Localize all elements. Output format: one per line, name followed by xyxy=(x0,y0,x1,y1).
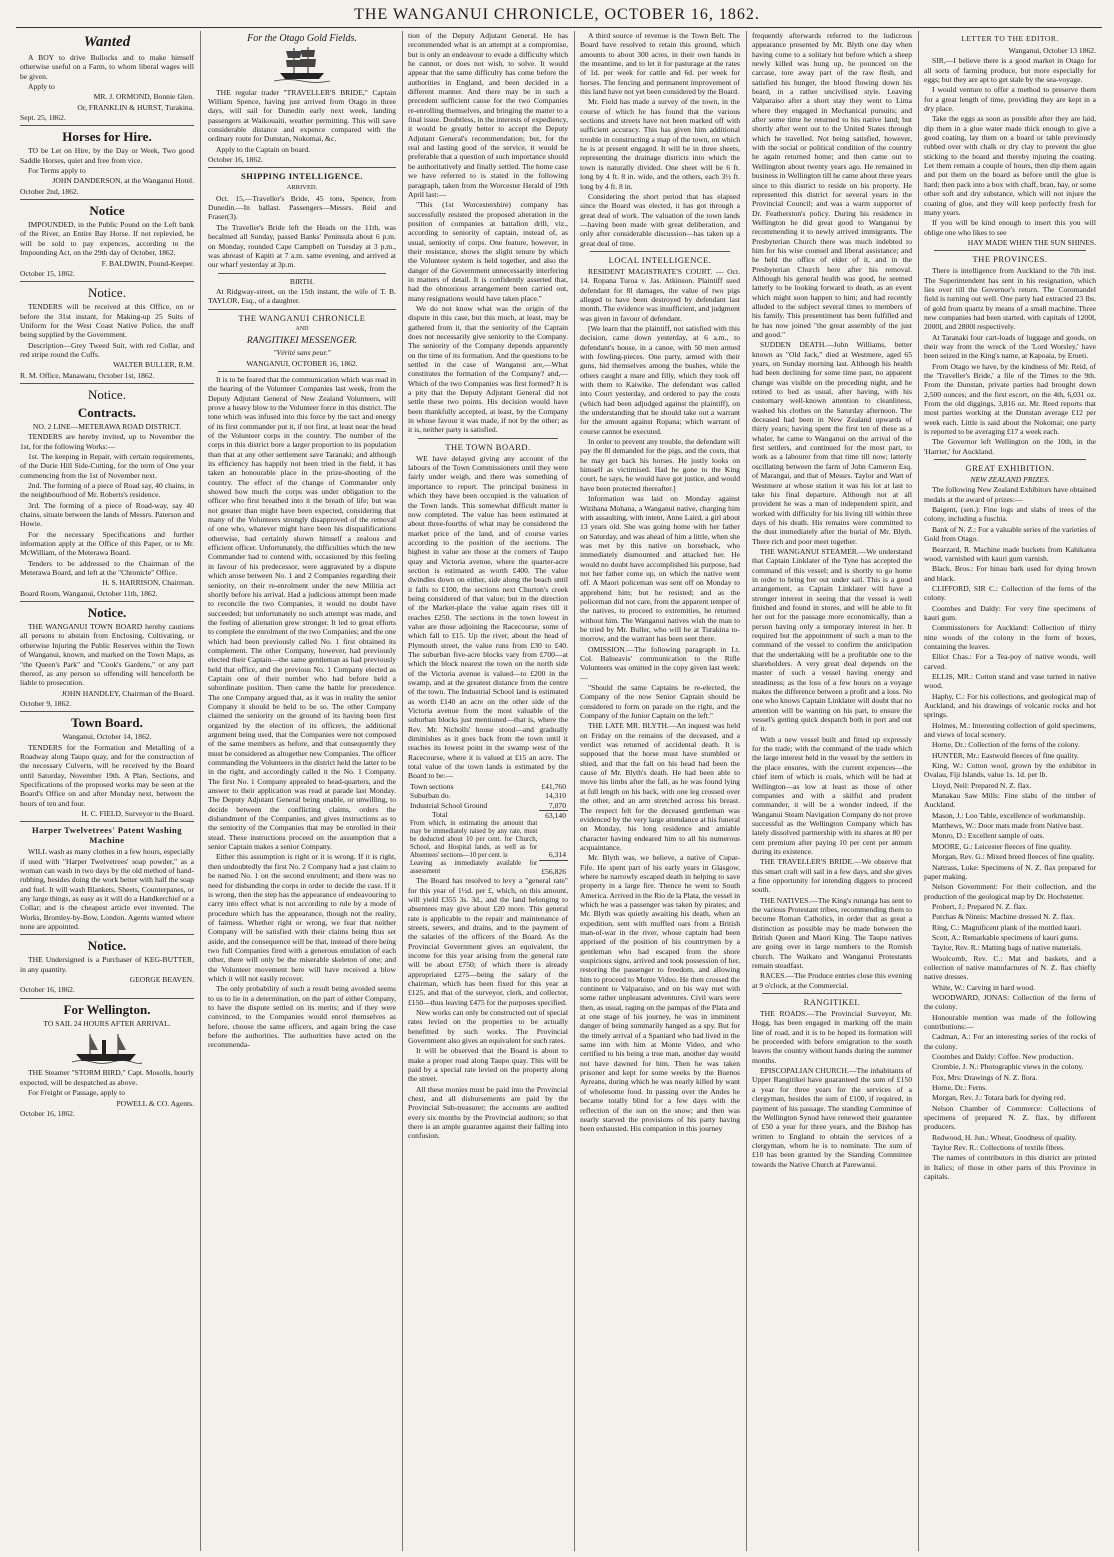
column-divider xyxy=(402,31,403,1551)
news-text: Information was laid on Monday against Witihana Mohana, a Wanganui native, charging him with assaulting, with intent, Anne Laird, a girl about 13 years old. She was going home with her father on Saturday, and was ahead of him a little, when she was met by this native on horseback, who immediately dismounted and attacked her. He would no doubt have accomplished his purpose, had not her father come up, on which the native went off. A Maori policeman was sent off on Monday to apprehend him; but he resisted; and as the policeman did not care, from the apparent temper of the natives, to proceed to extremities, he returned without him. The Wanganui natives wish the man to be tried by Mr. Buller, who will be at Turakina to-morrow, and the warrant has been sent there. xyxy=(580,494,740,644)
valuation-label: Industrial School Ground xyxy=(410,800,488,810)
valuation-value: £56,826 xyxy=(539,860,568,876)
valuation-row xyxy=(408,860,568,876)
sailing-ship-illustration xyxy=(208,45,396,85)
list-item: Nelson Chamber of Commerce: Collections of specimens of prepared N. Z. flax, by different producers. xyxy=(924,1103,1096,1132)
news-text: THE LATE MR. BLYTH.—An inquest was held on Friday on the remains of the deceased, and a verdict was returned of accidental death. It is supposed that the horse must have stumbled or shied, and that the fall on his head had been the cause of Mr. Blyth's death. He had been able to move his limbs after the fall, as he was found lying at full length on his back, with one leg crossed over the other, and an arm stretched across his breast. The respect felt for the deceased gentleman was evidenced by the very large attendance at his funeral on Monday, his long residence and amiable character having endeared him to all his numerous acquaintance. xyxy=(580,721,740,852)
valuation-row xyxy=(408,782,568,791)
news-text: New works can only be constructed out of special rates levied on the properties to be actually benefitted by such works. The Provincial Government also gives an equivalent for such rates. xyxy=(408,1008,568,1046)
news-text: THE NATIVES.—The King's runanga has sent to the various Protestant tribes, recommending them to become Roman Catholics, in order that as great a distinction as possible may be made between the British Queen and Maori King. The Taupo natives are going over in large numbers to the Romish church. The Waikato and Wanganui Protestants remain steadfast. xyxy=(752,895,912,971)
ad-text: THE Steamer "STORM BIRD," Capt. Mosolls, hourly expected, will be despatched as above. xyxy=(20,1068,194,1087)
news-text: THE ROADS.—The Provincial Surveyor, Mr. Hogg, has been engaged in marking off the main line of road, and it is to be hoped its formation will be proceeded with before emigration to the south leaves the country without hands during the summer months. xyxy=(752,1009,912,1065)
section-heading-exhibition: GREAT EXHIBITION. xyxy=(965,463,1055,474)
ad-text: WILL wash as many clothes in a few hours, especially if used with "Harper Twelvetrees' soap powder," as a woman can wash in two days by the old method of hand-rubbing, besides doing the work better with half the soap and fuel. It will wash Blankets, Sheets, Counterpanes, or any large things, as easy as it will do a Handkerchief or a Collar; and is the cheapest article ever invented. The Works, Bromley-by-Bow, London. Agents wanted where none are appointed. xyxy=(20,847,194,932)
ad-heading-notice: Notice. xyxy=(88,386,126,402)
prize-list xyxy=(924,505,1096,1012)
news-text: Considering the short period that has elapsed since the Board was elected, it has got through a great deal of work. The valuation of the town lands—having been made with great deliberation, and only after considerable discussion—has taken up a great deal of time. xyxy=(580,191,740,248)
list-item: Ring, C.: Magnificent plank of the mottled kauri. xyxy=(932,922,1082,932)
news-text: A third source of revenue is the Town Belt. The Board have resolved to retain this ground, which amounts to about 300 acres, in their own hands in the meantime, and to let it for pasturage at the rates of 1d. per week for cattle and 6d. per week for horses. The fencing and permanent improvement of this land have not yet been considered by the Board. xyxy=(580,31,740,97)
list-item: CLIFFORD, SIR C.: Collection of the ferns of the colony. xyxy=(924,583,1096,603)
ad-date: Wanganui, October 14, 1862. xyxy=(62,732,152,742)
valuation-label: Total xyxy=(432,810,448,820)
news-text: RACES.—The Produce entries close this evening at 9 o'clock, at the Commercial. xyxy=(752,971,912,990)
list-item: Cadman, A.: For an interesting series of the rocks of the colony. xyxy=(924,1032,1096,1051)
ad-text: TO be Let on Hire, by the Day or Week, Two good Saddle Horses, quiet and free from vice. xyxy=(20,146,194,165)
ad-text: TENDERS will be received at this Office, on or before the 31st instant, for Making-up 25 Suits of Uniform for the West Coast Native Police, the stuff being supplied by the Government. xyxy=(20,302,194,340)
valuation-value: 63,140 xyxy=(539,810,568,820)
ad-heading-horses: Horses for Hire. xyxy=(62,129,152,145)
section-heading-birth: BIRTH. xyxy=(289,276,315,286)
ad-text: Or, FRANKLIN & HURST, Turakina. xyxy=(77,102,194,112)
editorial-text: The only probability of such a result being avoided seems to us to lie in a determination, on the part of either Company, to have the dispute settled on its merits; and if they were convinced, to the Companies would enrol themselves as before, choose the same officers, and again bring the case before the authorities. The authorities have acted on the recommenda- xyxy=(208,984,396,1050)
list-item: Bank of N. Z.: For a valuable series of the varieties of Gold from Otago. xyxy=(924,524,1096,544)
ad-date: October 16, 1862. xyxy=(20,985,75,995)
ad-text: 3rd. The forming of a piece of Road-way, say 40 chains, situate between the lands of Messrs. Paterson and Howie. xyxy=(20,500,194,529)
ad-text: A BOY to drive Bullocks and to make himself otherwise useful on a Farm, to whom liberal wages will be given. xyxy=(20,53,194,81)
section-divider xyxy=(208,309,396,310)
ad-divider xyxy=(20,601,194,602)
ad-text: Description—Grey Tweed Suit, with red Collar, and red stripe round the Cuffs. xyxy=(20,340,194,359)
list-item: Bearzard, R. Machine made buckets from Kahikatea wood, varnished with kauri gum varnish. xyxy=(924,544,1096,563)
section-divider xyxy=(218,371,386,372)
letter-text: I would venture to offer a method to preserve them for a great length of time, providing they are kept in a dry place. xyxy=(924,85,1096,114)
list-item: Fox, Mrs: Drawings of N. Z. flora. xyxy=(932,1072,1038,1082)
ad-divider xyxy=(20,711,194,712)
ad-heading-town-board: Town Board. xyxy=(71,715,143,731)
list-item: Matthews, W.: Door mats made from Native bast. xyxy=(932,821,1084,831)
valuation-label: Leaving as immediately available for assessment xyxy=(410,860,538,876)
valuation-value: 7,070 xyxy=(548,800,566,810)
news-text: With a new vessel built and fitted up expressly for the trade; with the command of the trade which the large interest held in the vessel by the settlers in the place ensures, with the current expences—the chief item of which is coals, which will be had at Wellington—as low at least as those of other companies and with a skilful and prudent commander, it will be a wonder indeed, if the Wanganui Steam Navigation Company do not prove successful as the Wellington Company which has lately dissolved partnership with its shares at 80 per cent premium after paying 10 per cent per annum during its existence. xyxy=(752,734,912,856)
section-divider xyxy=(418,438,558,439)
column-divider xyxy=(746,31,747,1551)
list-item: MOORE, G.: Leicester fleeces of fine quality. xyxy=(932,841,1072,851)
editorial-text: We do not know what was the origin of the dispute in this case, but this much, at least, may be gathered from it, that the seniority of the Captain does not necessarily give seniority to the Company. The seniority of the Company depends apparently on the time of its formation. And the questions to be settled in the case of Wanganui are,—What constitutes the formation of the Company? and,—Which of the two Companies was first formed? It is a pity that the Deputy Adjutant General did not settle these two points. His decision would have been thankfully accepted, at least, by the Company in whose favour it was made, if not by the other; as it is, neither party is satisfied. xyxy=(408,303,568,435)
news-text: Oct. 15,—Traveller's Bride, 45 tons, Spence, from Dunedin.—In ballast. Passengers—Messrs. Reid and Fraser(3). xyxy=(208,193,396,222)
letter-signature: HAY MADE WHEN THE SUN SHINES. xyxy=(967,237,1096,247)
paper-dateline: WANGANUI, OCTOBER 16, 1862. xyxy=(246,358,358,368)
news-text: The Traveller's Bride left the Heads on the 11th, was becalmed all Sunday, passed Banks' Peninsula about 6 p.m. on Monday, rounded Cape Campbell on Tuesday at 3 p.m., was abreast of Kapiti at 7 a.m. same evening, and arrived at our wharf yesterday at 3p.m. xyxy=(208,222,396,270)
list-item: White, W.: Carving in hard wood. xyxy=(932,982,1035,992)
list-item: Purchas & Ninnis: Machine dressed N. Z. flax. xyxy=(932,912,1075,922)
ad-divider xyxy=(20,998,194,999)
section-divider xyxy=(208,167,396,168)
list-item: Black, Bros.: For hinau bark used for dying brown and black. xyxy=(924,564,1096,583)
news-text: Mr. Field has made a survey of the town, in the course of which he has found that the various sections and streets have not been marked off with sufficient accuracy. This has given him additional trouble in constructing a map of the town, on which he is at present engaged. It will be in three sheets, representing the drainage districts into which the town is naturally divided. One sheet will be 6 ft. long by 4 ft. 8 in. wide, and the others, each 3½ ft. long by 4 ft. 8 in. xyxy=(580,97,740,191)
list-item: Manakau Saw Mills: Fine slabs of the timber of Auckland. xyxy=(924,791,1096,810)
valuation-value: 6,314 xyxy=(548,850,566,860)
section-heading-provinces: THE PROVINCES. xyxy=(972,254,1048,265)
ad-heading-notice: Notice xyxy=(89,203,125,219)
ad-date: October 2nd, 1862. xyxy=(20,186,79,196)
list-item: HUNTER, Mr.: Eastwold fleeces of fine quality. xyxy=(932,750,1079,760)
ad-text: THE regular trader "TRAVELLER'S BRIDE," Captain William Spence, having just arrived from Otago in three days, will sail for Dunedin early next week, landing passengers at Waikouaiti, weather permitting. This will save considerable distance and expence compared with the ordinary route for Dunstan, Nokomai, &c. xyxy=(208,87,396,144)
list-item: King, W.: Cotton wool, grown by the exhibitor in Ovalau, Fiji Islands, value 1s. 1d. per lb. xyxy=(924,761,1096,780)
paper-name-and: AND xyxy=(295,325,309,332)
letter-text: Take the eggs as soon as possible after they are laid, dip them in a glue water made thick enough to give a good coating, lay them on a board or table previously rubbed over with chalk or dry clay to prevent the glue sticking to the board and thereby injuring the coating. Let them remain a couple of hours, then dip them again and put them on the board as before until the glue is hard; then pack into a box with chaff, bran, hay, or some other soft and dry substance, which will not injure the coating of glue, and they will keep perfectly fresh for many years. xyxy=(924,114,1096,217)
list-item: Taylor Rev. R.: Collections of textile fibres. xyxy=(932,1143,1065,1153)
ad-heading-notice: Notice. xyxy=(87,938,127,954)
list-item: Nattrass, Luke: Specimens of N. Z. flax prepared for paper making. xyxy=(924,862,1096,881)
editorial-text: "This (1st Worcestershire) company has successfully resisted the proposed alteration in the position of companies at battalion drill, viz., according to seniority of captain, instead of, as usual, seniority of corps. One feature, however, in their resistance, shows the slight tenure by which the Volunteer system is held together, and also the danger of the Government unnecessarily interfering in matters of detail. It is confidently asserted that, had the obnoxious arrangement been carried out, many resignations would have taken place." xyxy=(408,200,568,303)
news-text: THE TRAVELLER'S BRIDE.—We observe that this smart craft will sail in a few days, and she gives a fine opportunity for intending diggers to proceed south. xyxy=(752,857,912,895)
news-text: At Ridgway-street, on the 15th instant, the wife of T. B. TAYLOR, Esq., of a daughter. xyxy=(208,286,396,306)
valuation-row xyxy=(408,801,568,811)
masthead: THE WANGANUI CHRONICLE, OCTOBER 16, 1862. xyxy=(354,6,760,23)
ad-text: 2nd. The forming of a piece of Road say, 40 chains, in the neighbourhood of Mr. Roberts's residence. xyxy=(20,481,194,500)
news-text: From Otago we have, by the kindness of Mr. Reid, of the 'Traveller's Bride,' a file of the Times to the 9th. From the Dunstan, private parties had brought down 2,500 ounces; and the first escort, on the 4th, 6,031 oz. From the old diggings, 3,816 oz. Mr. Reed reports that most parties working at the Dunstan average £12 per week each. Little is said about the Nokomai; one party is reported to be averaging £17 a week each. xyxy=(924,361,1096,437)
valuation-label: Town sections xyxy=(410,781,454,791)
news-text: SUDDEN DEATH.—John Williams, better known as "Old Jack," died at Westmere, aged 65 years, on Sunday morning last. Although his health had been declining for some time past, no apparent change was visible on the preceding night, and he retired to bed as usual, after having, with his customary well-known attention to cleanliness, washed his clothes on the Saturday afternoon. The deceased had been in New Zealand upwards of thirty years; having spent the first ten of these as a whaler, he came to Wanganui on the arrival of the first settlers, and continued for the most part, to work as a labourer from that time till now; latterly oscillating between the farm of John Cameron Esq. of Marangai, and that of Messrs. Taylor and Watt of Westmere at whose station it was his lot at last to take his final departure. Although not at all provident he was a man of independent spirit, and worked with difficulty for his living till within three days of his death. His remains were committed to the dust immediately after the burial of Mr. Blyth. There rich and poor meet together. xyxy=(752,340,912,546)
section-heading-local: LOCAL INTELLIGENCE. xyxy=(608,254,712,265)
list-item: Elliot Chas.: For a Tea-poy of native woods, well carved. xyxy=(924,652,1096,671)
list-item: Redwood, H. Jun.: Wheat, Goodness of quality. xyxy=(932,1132,1077,1142)
valuation-row xyxy=(408,791,568,800)
ad-date: October 15, 1862. xyxy=(20,268,75,278)
column-divider xyxy=(200,31,201,1551)
list-item: Morgan, Rev. G.: Mixed breed fleeces of fine quality. xyxy=(932,852,1095,862)
valuation-total-row xyxy=(408,810,568,820)
editorial-text: Either this assumption is right or it is wrong. If it is right, then undoubtedly the first No. 2 Company had a just claim to be named No. 1 on the second enrolment; and there was no need for disbanding the corps in order to decide the case. If it is wrong, then the step has the appearance of endeavouring to carry into effect what is not according to rule by a mode of procedure which has the appearance, though not the reality, of fairness. Whether right or wrong, we fear that neither Company will be satisfied with their claims being thus set aside, and the consequence will be that, instead of there being two full Companies fired with a generous emulation of each other, there will only be the miserable skeleton of one; and the Volunteer movement here will have received a blow which it will not easily recover. xyxy=(208,852,396,983)
news-text: RESIDENT MAGISTRATE'S COURT. — Oct. 14. Ropana Turoa v. Jas. Atkinson. Plaintiff sued defendant for 8l damages, the value of two pigs alleged to have been destroyed by defendant last month. The evidence was insufficient, and judgment was given in favour of defendant. xyxy=(580,266,740,323)
list-item: Horne, Dr.: Ferns. xyxy=(932,1083,988,1093)
ad-text: POWELL & CO. Agents. xyxy=(116,1098,194,1108)
column-local-intelligence xyxy=(580,31,740,1551)
list-item: Mason, J.: Loo Table, excellence of workmanship. xyxy=(932,810,1086,820)
list-item: Monro, D.: Excellent sample of oats. xyxy=(932,831,1045,841)
news-text: OMISSION.—The following paragraph in Lt. Col. Balneavis' communication to the Rifle Volunteers was omitted in the copy given last week:— xyxy=(580,644,740,682)
editorial-text: It is to be feared that the communication which was read in the hearing of the Volunteer Companies last week, from the Deputy Adjutant General of New Zealand Volunteers, will prove a heavy blow to the Volunteer force in this district. The tone which was infused into this force by the tact and energy of its first commander put it, if not first, at least near the head of the Volunteer corps in the country. The number of the corps in this district bore a larger proportion to its population than that at any other settlement save Taranaki; and although its efficiency has happily not been tried in the field, it has taken an honourable place in the prize-shooting of the country. The effect of the change of Commander only showed how much the corps was under obligation to the officer who first breathed into it the breath of life; but was not greater than might have been expected, considering that many of the Volunteers strongly disapproved of the removal of one who, whatever might have been his disqualifications otherwise, had certainly shown himself a zealous and efficient officer. Unfortunately, the difficulties which the new Commander had to contend with, occasioned by this feeling in favour of his predecessor, were aggravated by a dispute which arose between No. 1 and 2 Companies regarding their seniority, on their re-enrolment under the new Militia act shortly before his arrival. Had a judicious attempt been made to reconcile the two Companies, it would no doubt have succeeded; but unfortunately no such attempt was made, and the feeling of alienation grew stronger. It led to great efforts to complete the enrolment of the two Companies; and the one which had been previously called No. 1 first obtained its complement. The other Company, however, had previously elected their Captain—the same gentleman as had previously held that office, and the previous No. 1 Company elected as Captain one of their number who had before held a subordinate position. Then came the battle for precedence. The one Company argued that, as it was in reality the senior Company it should be held to be so. The other Company claimed the seniority on the ground of its having been first organized by the election of its officers, the additional argument being used, that the Companies were not composed of the same members as before, and that consequently they must be considered as altogether new Companies. The officer commanding the Volunteers in the district held the latter to be in the right, and accordingly called it the No. 1 Company. The first No. 1 Company appealed to head-quarters, and the answer to their application was read at parade last Monday. The Deputy Adjutant General being unable, or unwilling, to decide between the conflicting claims, orders the disbandment of the Companies, and gives instructions as to the seniority of the Companies that may be enrolled in their stead. These instructions proceed on the assumption that a senior Captain makes a senior Company. xyxy=(208,374,396,852)
ad-text: H. C. FIELD, Surveyor to the Board. xyxy=(81,808,194,818)
letter-text: If you will be kind enough to insert this you will oblige one who likes to see xyxy=(924,218,1096,237)
list-item: Commissioners for Auckland: Collection of thirty nine woods of the colony in the form of boxes, containing the leaves. xyxy=(924,623,1096,651)
ad-date: Board Room, Wanganui, October 11th, 1862. xyxy=(20,588,158,598)
valuation-value: £41,760 xyxy=(541,781,566,791)
ad-text: Apply to the Captain on board. xyxy=(216,144,311,154)
ad-text: TENDERS are hereby invited, up to November the 1st, for the following Works:— xyxy=(20,432,194,451)
ad-text: F. BALDWIN, Pound-Keeper. xyxy=(101,258,194,268)
list-item: ELLIS, MR.: Cotton stand and vase turned in native wood. xyxy=(924,671,1096,691)
ad-text: 1st. The keeping in Repair, with certain requirements, of the Durie Hill Side-Cutting, for the term of One year commencing from the 1st of November next. xyxy=(20,451,194,480)
ad-text: GEORGE BEAVEN. xyxy=(129,975,194,985)
ad-text: Apply to xyxy=(28,82,55,92)
ad-date: October 16, 1862. xyxy=(20,1108,75,1118)
news-text: In order to prevent any trouble, the defendant will pay the 8l demanded for the pigs, and the costs, that he may get back his horses. He justly looks on himself as victimised. Had he gone to the King court, he says, he would have got justice, and would have been protected thereafter.] xyxy=(580,437,740,493)
column-divider xyxy=(574,31,575,1551)
letter-date: Wanganui, October 13 1862. xyxy=(1008,46,1096,55)
ad-text: THE Undersigned is a Purchaser of KEG-BUTTER, in any quantity. xyxy=(20,955,194,974)
news-text: "Should the same Captains be re-elected, the Company of the now Senior Captain should be considered to form on parade on the right, and the Company of the Junior Captain on the left." xyxy=(580,683,740,721)
news-text: At Taranaki four cart-loads of luggage and goods, on their way from the wreck of the 'Lord Worsley,' have been seized in the King's name, at Kapoaia, by Erueti. xyxy=(924,332,1096,361)
valuation-label: Suburban do. xyxy=(410,791,451,801)
section-subheading: NEW ZEALAND PRIZES. xyxy=(970,475,1050,485)
column-town-board xyxy=(408,31,568,1551)
list-item: Baigent, (sen.): Fine logs and slabs of trees of the colony, including a fuschia. xyxy=(924,505,1096,524)
section-divider xyxy=(762,993,902,994)
ad-heading-contracts: Contracts. xyxy=(77,404,137,420)
ad-text: For Terms apply to xyxy=(28,166,86,176)
news-text: THE WANGANUI STEAMER.—We understand that Captain Linklater of the Tyne has accepted the command of this vessel; and is shortly to go home in order to bring her out under sail. This is a good arrangement, as Captain Linklater will have a stronger interest in seeing that the vessel is well finished and found in stores, and will be able to fit her out for the passage more economically, than a person having only a temporary interest in her. It required but the appointment of such a man to the command of the vessel to confirm the anticipation that the undertaking will be a profitable one to the shareholders. A very great deal depends on the master of such a vessel having energy and steadiness; as the loss of a few hours on a voyage makes the difference between a profit and a loss. No one who knows Captain Linklater will doubt that no attention will be wanting on his part, to ensure the vessel's getting quick despatch both in port and out of it. xyxy=(752,546,912,734)
section-divider xyxy=(590,251,730,252)
editorial-text: tion of the Deputy Adjutant General. He has recommended what is an attempt at a compromise, but is only an endeavour to evade a difficulty which he cannot, or does not wish, to solve. It would appear that the same difficulty has come before the authorities in England, and been decided in a different manner. And there may be in such a precedent sufficient cause for the two Companies re-enrolling themselves, and bringing the matter to a final issue. Doubtless, in the interests of expediency, it would be greatly better to accept the Deputy Adjutant General's recommendation; but, for the real and lasting good of the service, it would be preferable that a question of such importance should be authoritatively and finally settled. The home case we have referred to is stated in the following paragraph, taken from the Worcester Herald of 19th April last:— xyxy=(408,31,568,199)
list-item: Crombie, J. N.: Photographic views in the colony. xyxy=(932,1062,1084,1072)
list-item: Lloyd, Neil: Prepared N. Z. flax. xyxy=(932,780,1032,790)
section-heading-town-board: THE TOWN BOARD. xyxy=(445,441,531,452)
news-text: EPISCOPALIAN CHURCH.—The inhabitants of Upper Rangitikei have guaranteed the sum of £150 a year for three years for the services of a clergyman, besides the sum of £100, if required, in payment of his passage. The standing Committee of the Wellington Synod have renewed their guarantee of £50 a year for three years, and the Bishop has written to England to obtain the services of a clergyman, whom he is to nominate. The sum of £10 has been granted by the Standing Committee towards the Native Church at Parewanui. xyxy=(752,1066,912,1169)
ad-text: For Freight or Passage, apply to xyxy=(28,1088,126,1098)
news-text: All these monies must be paid into the Provincial chest, and all disbursements are paid by the Provincial Sub-treasurer; the accounts are audited every six months by the Provincial auditors; so that there is an ample guarantee against their falling into confusion. xyxy=(408,1084,568,1141)
ad-date: R. M. Office, Manawatu, October 1st, 1862. xyxy=(20,370,155,380)
ad-heading-wanted: Wanted xyxy=(83,34,131,50)
ad-text: Tenders to be addressed to the Chairman of the Meterawa Board, and left at the "Chronicle" Office. xyxy=(20,558,194,578)
list-item: Scott, A.: Remarkable specimens of kauri gums. xyxy=(932,932,1079,942)
news-text: The Governor left Wellington on the 10th, in the 'Harrier,' for Auckland. xyxy=(924,437,1096,456)
list-item: Coombes and Daldy: For very fine specimens of kauri gum. xyxy=(924,603,1096,622)
ad-text: IMPOUNDED, in the Public Pound on the Left bank of the River, an Entire Bay Horse. If not replevied, he will be sold to pay expences, according to the Impounding Act, on the 29th day of October, 1862. xyxy=(20,220,194,258)
list-item: Taylor, Rev. R.: Matting bags of native materials. xyxy=(932,943,1082,953)
ad-heading-harper: Harper Twelvetrees' Patent Washing Machine xyxy=(31,825,183,846)
letter-text: SIR,—I believe there is a good market in Otago for all sorts of farming produce, but more especially for eggs; but they are apt to get stale by the sea-voyage. xyxy=(924,56,1096,85)
section-subheading: ARRIVED. xyxy=(286,184,318,192)
news-text: There is intelligence from Auckland to the 7th inst. The Superintendent has sent in his resignation, which lies over till the Governor's return. The Coromandel field is turning out well. One party had extracted 23 lbs. of gold from quartz by means of a small machine. Three new companies had been started, with capitals of 1200l, 2000l, and 2800l respectively. xyxy=(924,266,1096,332)
section-divider xyxy=(934,459,1086,460)
ad-divider xyxy=(20,934,194,935)
list-item: Haphy, C.: For his collections, and geological map of Auckland, and his drawings of volcanic rocks and hot springs. xyxy=(924,691,1096,720)
list-item: Coombes and Daldy: Coffee. New production. xyxy=(932,1052,1074,1062)
ad-heading-notice: Notice. xyxy=(87,605,127,621)
ad-subheading: TO SAIL 24 HOURS AFTER ARRIVAL. xyxy=(43,1018,171,1028)
column-local-continued xyxy=(752,31,912,1551)
news-text: WE have delayed giving any account of the labours of the Town Commissioners until they were fairly under weigh, and there was something of importance to report. The principal business in which they have been occupied is the valuation of the Town lands. This somewhat difficult matter is now completed. The value has been estimated at about three-fourths of what may be considered the market price of the land, and of course varies according to the position of the sections. The highest in value are those at the corners of Taupo quay and Victoria avenue, where the quarter-acre section is estimated as worth £400. The value dwindles down on either, side along the beach until it falls to £100, the sections next Churton's creek being considered of that value; but in the direction of the Market-place the value again rises till it reaches £250. The sections in the town lowest in value are those adjoining the Racecourse, some of which fall to £15. Up the river, about the head of Plymouth street, the value runs from £30 to £40. The suburban five-acre blocks vary from £700—at which the block nearest the town on the north side of the Victoria avenue is valued—to £200 in the swamp, and at the greatest distance from the centre of the town. The Industrial School land is estimated as worth £140 an acre on the other side of the Victoria avenue from the most valuable of the suburban blocks just mentioned—that is, where the Rev. Mr. Nicholls' house stood—and gradually diminishes as it goes back from the town until it reaches its lowest point in the swamp west of the Racecourse, where it is valued at £15 an acre. The total value of the town lands is estimated by the Board to be:— xyxy=(408,453,568,781)
ad-date: Sept. 25, 1862. xyxy=(20,113,66,123)
ad-text: JOHN HANDLEY, Chairman of the Board. xyxy=(61,688,194,698)
column-divider xyxy=(918,31,919,1551)
ad-text: H. S. HARRISON, Chairman. xyxy=(102,578,194,588)
list-item: Woolcomb, Rev. C.: Mat and baskets, and a collection of native manufactures of N. Z. flax chiefly native dresses. xyxy=(924,953,1096,982)
news-text: The Board has resolved to levy a "general rate" for this year of 1½d. per £, which, on this amount, will yield £355 3s. 3d., and the land belonging to absentees may give about £20 more. This general rate is applicable to the repair and maintenance of streets, sewers, and drains, and to the payment of the salaries of the officers of the Board. As the Provincial Government gives an equivalent, the income for this year arising from the general rate will be about £750; of which there is already appropriated £275—being the salary of the chairman, which has been fixed for this year at £125, and that of the surveyor, clerk, and collector, £150—thus leaving £475 for the purposes specified. xyxy=(408,876,568,1007)
ad-divider xyxy=(20,125,194,126)
section-heading-rangitikei: RANGITIKEI. xyxy=(803,997,861,1008)
ad-text: MR. J. ORMOND, Bonnie Glen. xyxy=(93,92,194,102)
ad-divider xyxy=(20,199,194,200)
section-divider xyxy=(218,273,386,274)
valuation-value: 14,310 xyxy=(545,791,566,801)
ad-text: THE WANGANUI TOWN BOARD hereby cautions all persons to abstain from Enclosing, Cultivating, or otherwise Injuring the Public Reserves within the Town of Wanganui, known, and marked on the Town Maps, as "the Queen's Park" and "Cook's Gardens," or any part thereof, as any person so offending will henceforth be liable to prosecution. xyxy=(20,622,194,688)
list-item: Nelson Government: For their collection, and the production of the geological map by Dr. Hochstetter. xyxy=(924,882,1096,901)
ad-text: WALTER BULLER, R.M. xyxy=(113,360,194,370)
news-text: The names of contributors in this district are printed in Italics; of those in other parts of this Province in capitals. xyxy=(924,1153,1096,1182)
news-text: frequently afterwards referred to the ludicrous appearance presented by Mr. Blyth one day when having come to a solitary hut before which a sheep newly killed was hung up, he pounced on the carcase, tore away part of the raw flesh, and satisfied his hunger, the blood flowing down his beard, in a rather uncivilised style. Leaving Valparaiso after a short stay they went to Lima where they engaged in Mechanical pursuits; and after some time he returned to his native land; but shortly after went out to the United States through which he travelled. Not being satisfied, however, with the social or political condition of the country he again returned home; and then came out to Wellington about twenty years ago. He remained in business in Wellington till he came about three years since to this district to reside on his property. He represented this district for several years in the Provincial Council; and was a warm supporter of Dr. Featherston's policy. During his residence in Wellington he did great good to Wanganui by recommending it to newly arrived immigrants. The Presbyterian Church there was much indebted to him for his wise counsel and liberal assistance; and he held the office of elder of it, and in the Presbyterian Church here after his removal. Although his general health was good, he seemed latterly to be looking forward to death, as an event which might soon happen to him; and had recently alluded to the subject several times to members of his family. This presentiment has been fulfilled and he has now joined "the great assembly of the just and good." xyxy=(752,31,912,339)
paper-name-sub: RANGITIKEI MESSENGER. xyxy=(246,335,358,346)
ad-date: October 9, 1862. xyxy=(20,698,72,708)
list-item: Horne, Dr.: Collection of the ferns of the colony. xyxy=(932,740,1080,750)
list-item: Probert, J.: Prepared N. Z. flax. xyxy=(932,901,1028,911)
ad-heading-notice: Notice. xyxy=(88,285,126,301)
news-text: [We learn that the plaintiff, not satisfied with this decision, came down yesterday, at 6 a.m., to defendant's house, in a canoe, with 50 men armed with fowling-pieces. One party, armed with their guns, hid themselves among the bushes, while the others caught a mare and filly, which they took off with them to Kaiwike. The defendant was called into Court yesterday, and ordered to pay the costs (which had been adjudged against the plaintiff), on the understanding that he should take out a warrant for the amount against Ropana; which warrant of course cannot be executed. xyxy=(580,323,740,436)
steamer-illustration xyxy=(20,1030,194,1066)
column-editorial xyxy=(208,31,396,1551)
paper-motto: "Vérité sans peur." xyxy=(273,348,331,358)
masthead-rule xyxy=(16,27,1102,28)
ad-heading-otago: For the Otago Gold Fields. xyxy=(247,33,357,44)
news-text: It will be observed that the Board is about to make a proper road along Taupo quay. This will be paid by a special rate levied on the property along the street. xyxy=(408,1046,568,1084)
paper-name: THE WANGANUI CHRONICLE xyxy=(238,312,366,323)
column-advertisements xyxy=(20,31,194,1551)
list-item: Morgan, Rev. J.: Totara bark for dyeing red. xyxy=(932,1093,1066,1103)
valuation-row xyxy=(408,820,568,860)
ad-divider xyxy=(20,821,194,822)
section-divider xyxy=(934,250,1086,251)
valuation-label: From which, in estimating the amount that may be immediately raised by any rate, must be deducted about 10 per cent. for Church, School, and Hospital lands, as well as for Absentees' sections—10 per cent. is xyxy=(410,820,538,860)
valuation-table xyxy=(408,782,568,876)
section-heading-shipping: SHIPPING INTELLIGENCE. xyxy=(241,171,363,182)
ad-heading-wellington: For Wellington. xyxy=(63,1001,151,1017)
news-text: Mr. Blyth was, we believe, a native of Cupar-Fife. He spent part of his early years in Glasgow, where he narrowly escaped death in helping to save property in a large fire. Thence he went to South America. Arrived in the Rio de la Plata, the vessel in which he was a passenger was taken by pirates; and Mr. Blyth was quietly awaiting his death, when an expedition, sent with muffled oars from a British man-of-war in the river, whose captain had been apprised of the position of his countrymen by a gentleman who had escaped from the shore suspicious signs, arrived and took possession of her, restoring the passenger to freedom, and allowing him to proceed to Monte Video. He then crossed the continent to Valparaiso, and on his way met with some rather unpleasant adventures. Civil wars were then, as usual, raging on the pampas of the Plata and at one stage of his journey, he was in imminent danger of being summarily hanged as a spy. But for the timely arrival of a Spaniard who had lived in the same inn with him at Monte Video, and who certified to his being a true man, another day would not have dawned for him. Then he was taken prisoner and kept for some weeks by the Buenos Ayreans, during which he was nearly killed by want of wholesome food. In passing over the Andes he became totally blind for a few days with the reflection of the sun on the snow; and then was nearly starved the provisions of his party having been exhausted. His companion in this journey xyxy=(580,853,740,1134)
ad-text: For the necessary Specifications and further information apply at the Office of this Paper, or to Mr. McWilliam, of the Meterawa Board. xyxy=(20,529,194,558)
ad-divider xyxy=(20,281,194,282)
list-item: WOODWARD, JONAS: Collection of the ferns of the colony. xyxy=(924,992,1096,1012)
news-text: The following New Zealand Exhibitors have obtained medals at the award of prizes:— xyxy=(924,485,1096,504)
honourable-mention-list xyxy=(924,1032,1096,1152)
ad-text: JOHN DANDERSON, at the Wanganui Hotel. xyxy=(52,176,194,186)
column-provinces-exhibition xyxy=(924,31,1096,1551)
ad-divider xyxy=(20,383,194,384)
news-text: Honourable mention was made of the following contributions:— xyxy=(924,1012,1096,1031)
ad-date: October 16, 1862. xyxy=(208,155,263,165)
section-heading-letter: LETTER TO THE EDITOR. xyxy=(961,34,1059,43)
list-item: Holmes, M.: Interesting collection of gold specimens, and views of local scenery. xyxy=(924,720,1096,740)
ad-subheading: NO. 2 LINE—METERAWA ROAD DISTRICT. xyxy=(32,421,182,431)
ad-text: TENDERS for the Formation and Metalling of a Roadway along Taupo quay, and for the construction of the necessary Culverts, will be received by the Board until Saturday, November 19th. A Plan, Sections, and Specifications of the proposed works may be seen at the Board's Office on and after Monday next, between the hours of ten and four. xyxy=(20,742,194,808)
